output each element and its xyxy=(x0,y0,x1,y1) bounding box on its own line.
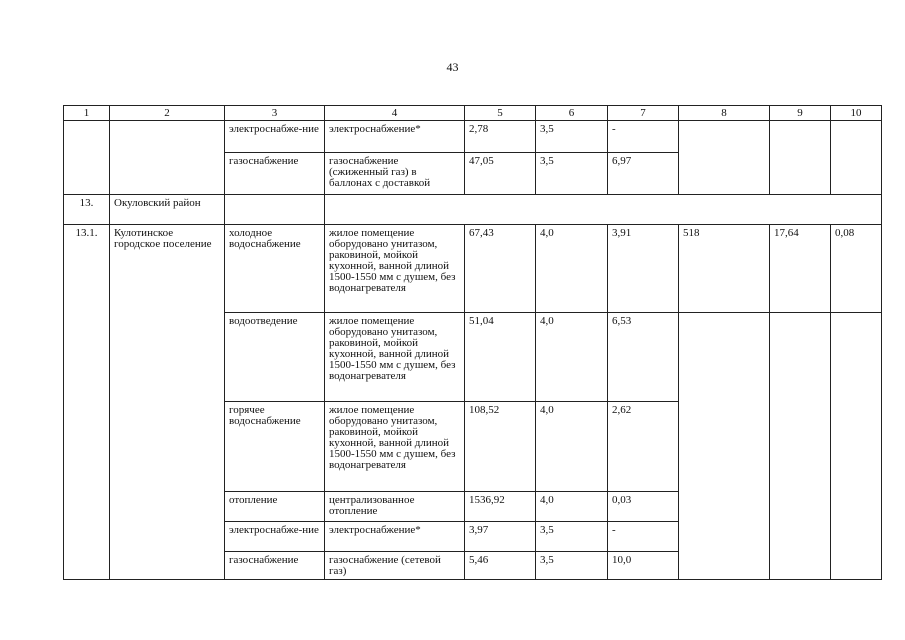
table-row xyxy=(64,225,882,313)
value-cell: - xyxy=(608,522,679,552)
empty-cell xyxy=(831,121,882,195)
value-cell: 0,03 xyxy=(608,492,679,522)
settlement-number: 13.1. xyxy=(64,225,110,580)
service-cell: газоснабжение xyxy=(225,552,325,580)
value-cell: 3,97 xyxy=(465,522,536,552)
empty-cell xyxy=(770,313,831,580)
type-cell: газоснабжение (сжиженный газ) в баллонах с доставкой xyxy=(325,153,465,195)
col-header: 3 xyxy=(225,106,325,121)
col-header: 9 xyxy=(770,106,831,121)
col-header: 10 xyxy=(831,106,882,121)
header-row xyxy=(64,106,882,121)
value-cell: 3,5 xyxy=(536,522,608,552)
type-cell: газоснабжение (сетевой газ) xyxy=(325,552,465,580)
value-cell: 10,0 xyxy=(608,552,679,580)
service-cell: водоотведение xyxy=(225,313,325,402)
service-cell: электроснабже-ние xyxy=(225,522,325,552)
value-cell: 108,52 xyxy=(465,402,536,492)
type-cell: централизованное отопление xyxy=(325,492,465,522)
value-cell: 4,0 xyxy=(536,492,608,522)
empty-cell xyxy=(831,313,882,580)
value-cell: 0,08 xyxy=(831,225,882,313)
type-cell: электроснабжение* xyxy=(325,121,465,153)
type-cell: жилое помещение оборудовано унитазом, раковиной, мойкой кухонной, ванной длиной 1500-1550 мм с душем, без водонагревателя xyxy=(325,225,465,313)
col-header: 7 xyxy=(608,106,679,121)
value-cell: 17,64 xyxy=(770,225,831,313)
value-cell: 47,05 xyxy=(465,153,536,195)
value-cell: 3,5 xyxy=(536,153,608,195)
empty-cell xyxy=(225,195,325,225)
value-cell: 67,43 xyxy=(465,225,536,313)
value-cell: 4,0 xyxy=(536,313,608,402)
service-cell: электроснабже-ние xyxy=(225,121,325,153)
settlement-name: Кулотинское городское поселение xyxy=(110,225,225,580)
empty-cell xyxy=(770,121,831,195)
value-cell: 4,0 xyxy=(536,225,608,313)
value-cell: 2,62 xyxy=(608,402,679,492)
empty-cell xyxy=(679,121,770,195)
value-cell: 3,5 xyxy=(536,552,608,580)
value-cell: 2,78 xyxy=(465,121,536,153)
value-cell: 3,91 xyxy=(608,225,679,313)
district-name: Окуловский район xyxy=(110,195,225,225)
service-cell: холодное водоснабжение xyxy=(225,225,325,313)
col-header: 8 xyxy=(679,106,770,121)
value-cell: 518 xyxy=(679,225,770,313)
service-cell: отопление xyxy=(225,492,325,522)
type-cell: жилое помещение оборудовано унитазом, раковиной, мойкой кухонной, ванной длиной 1500-1550 мм с душем, без водонагревателя xyxy=(325,402,465,492)
col-header: 1 xyxy=(64,106,110,121)
page-number: 43 xyxy=(446,60,459,74)
empty-cell xyxy=(64,121,110,195)
type-cell: жилое помещение оборудовано унитазом, раковиной, мойкой кухонной, ванной длиной 1500-1550 мм с душем, без водонагревателя xyxy=(325,313,465,402)
value-cell: 6,53 xyxy=(608,313,679,402)
district-row xyxy=(64,195,882,225)
value-cell: 6,97 xyxy=(608,153,679,195)
value-cell: 3,5 xyxy=(536,121,608,153)
empty-cell xyxy=(679,313,770,580)
empty-cell xyxy=(110,121,225,195)
value-cell: 1536,92 xyxy=(465,492,536,522)
value-cell: 51,04 xyxy=(465,313,536,402)
tariff-table xyxy=(63,105,882,580)
service-cell: газоснабжение xyxy=(225,153,325,195)
value-cell: 4,0 xyxy=(536,402,608,492)
value-cell: 5,46 xyxy=(465,552,536,580)
col-header: 4 xyxy=(325,106,465,121)
district-number: 13. xyxy=(64,195,110,225)
value-cell: - xyxy=(608,121,679,153)
service-cell: горячее водоснабжение xyxy=(225,402,325,492)
table-row xyxy=(64,121,882,153)
type-cell: электроснабжение* xyxy=(325,522,465,552)
empty-cell xyxy=(325,195,882,225)
col-header: 2 xyxy=(110,106,225,121)
col-header: 5 xyxy=(465,106,536,121)
col-header: 6 xyxy=(536,106,608,121)
